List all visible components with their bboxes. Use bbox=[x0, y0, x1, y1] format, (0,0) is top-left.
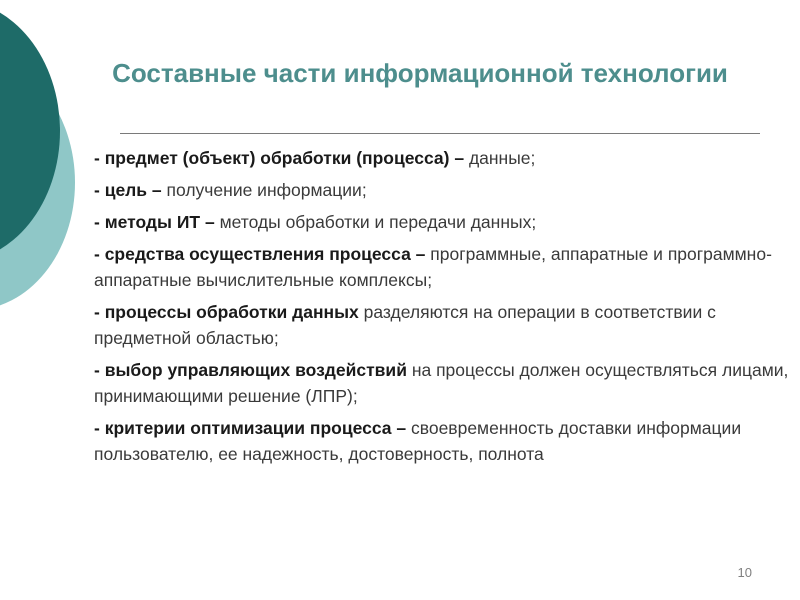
bullet-description: на процессы должен осуществляться лицами, принимающими решение (ЛПР); bbox=[94, 360, 789, 406]
bullet-item-subject bbox=[94, 145, 789, 171]
bullet-item-methods bbox=[94, 209, 789, 235]
bullet-description: программные, аппаратные и программно- аппаратные вычислительные комплексы; bbox=[94, 244, 772, 290]
bullet-list bbox=[94, 145, 789, 473]
bullet-term: - средства осуществления процесса – bbox=[94, 244, 431, 264]
bullet-term: - предмет (объект) обработки (процесса) – bbox=[94, 148, 469, 168]
bullet-item-goal bbox=[94, 177, 789, 203]
bullet-description: своевременность доставки информации пользователю, ее надежность, достоверность, полнота bbox=[94, 418, 742, 464]
bullet-description: данные; bbox=[468, 148, 536, 168]
bullet-item-means bbox=[94, 241, 789, 293]
bullet-term: - выбор управляющих воздействий bbox=[94, 360, 412, 380]
bullet-term: - методы ИТ – bbox=[94, 212, 220, 232]
bullet-term: - критерии оптимизации процесса – bbox=[94, 418, 411, 438]
bullet-term: - цель – bbox=[94, 180, 167, 200]
page-number: 10 bbox=[737, 565, 752, 580]
bullet-item-optimization-criteria bbox=[94, 415, 789, 467]
bullet-description: разделяются на операции в соответствии с предметной областью; bbox=[94, 302, 716, 348]
bullet-description: получение информации; bbox=[166, 180, 367, 200]
slide-title: Составные части информационной технологии bbox=[112, 58, 728, 88]
bullet-description: методы обработки и передачи данных; bbox=[219, 212, 537, 232]
bullet-term: - процессы обработки данных bbox=[94, 302, 364, 322]
bullet-item-control-choice bbox=[94, 357, 789, 409]
title-divider bbox=[120, 133, 760, 134]
bullet-item-processes bbox=[94, 299, 789, 351]
